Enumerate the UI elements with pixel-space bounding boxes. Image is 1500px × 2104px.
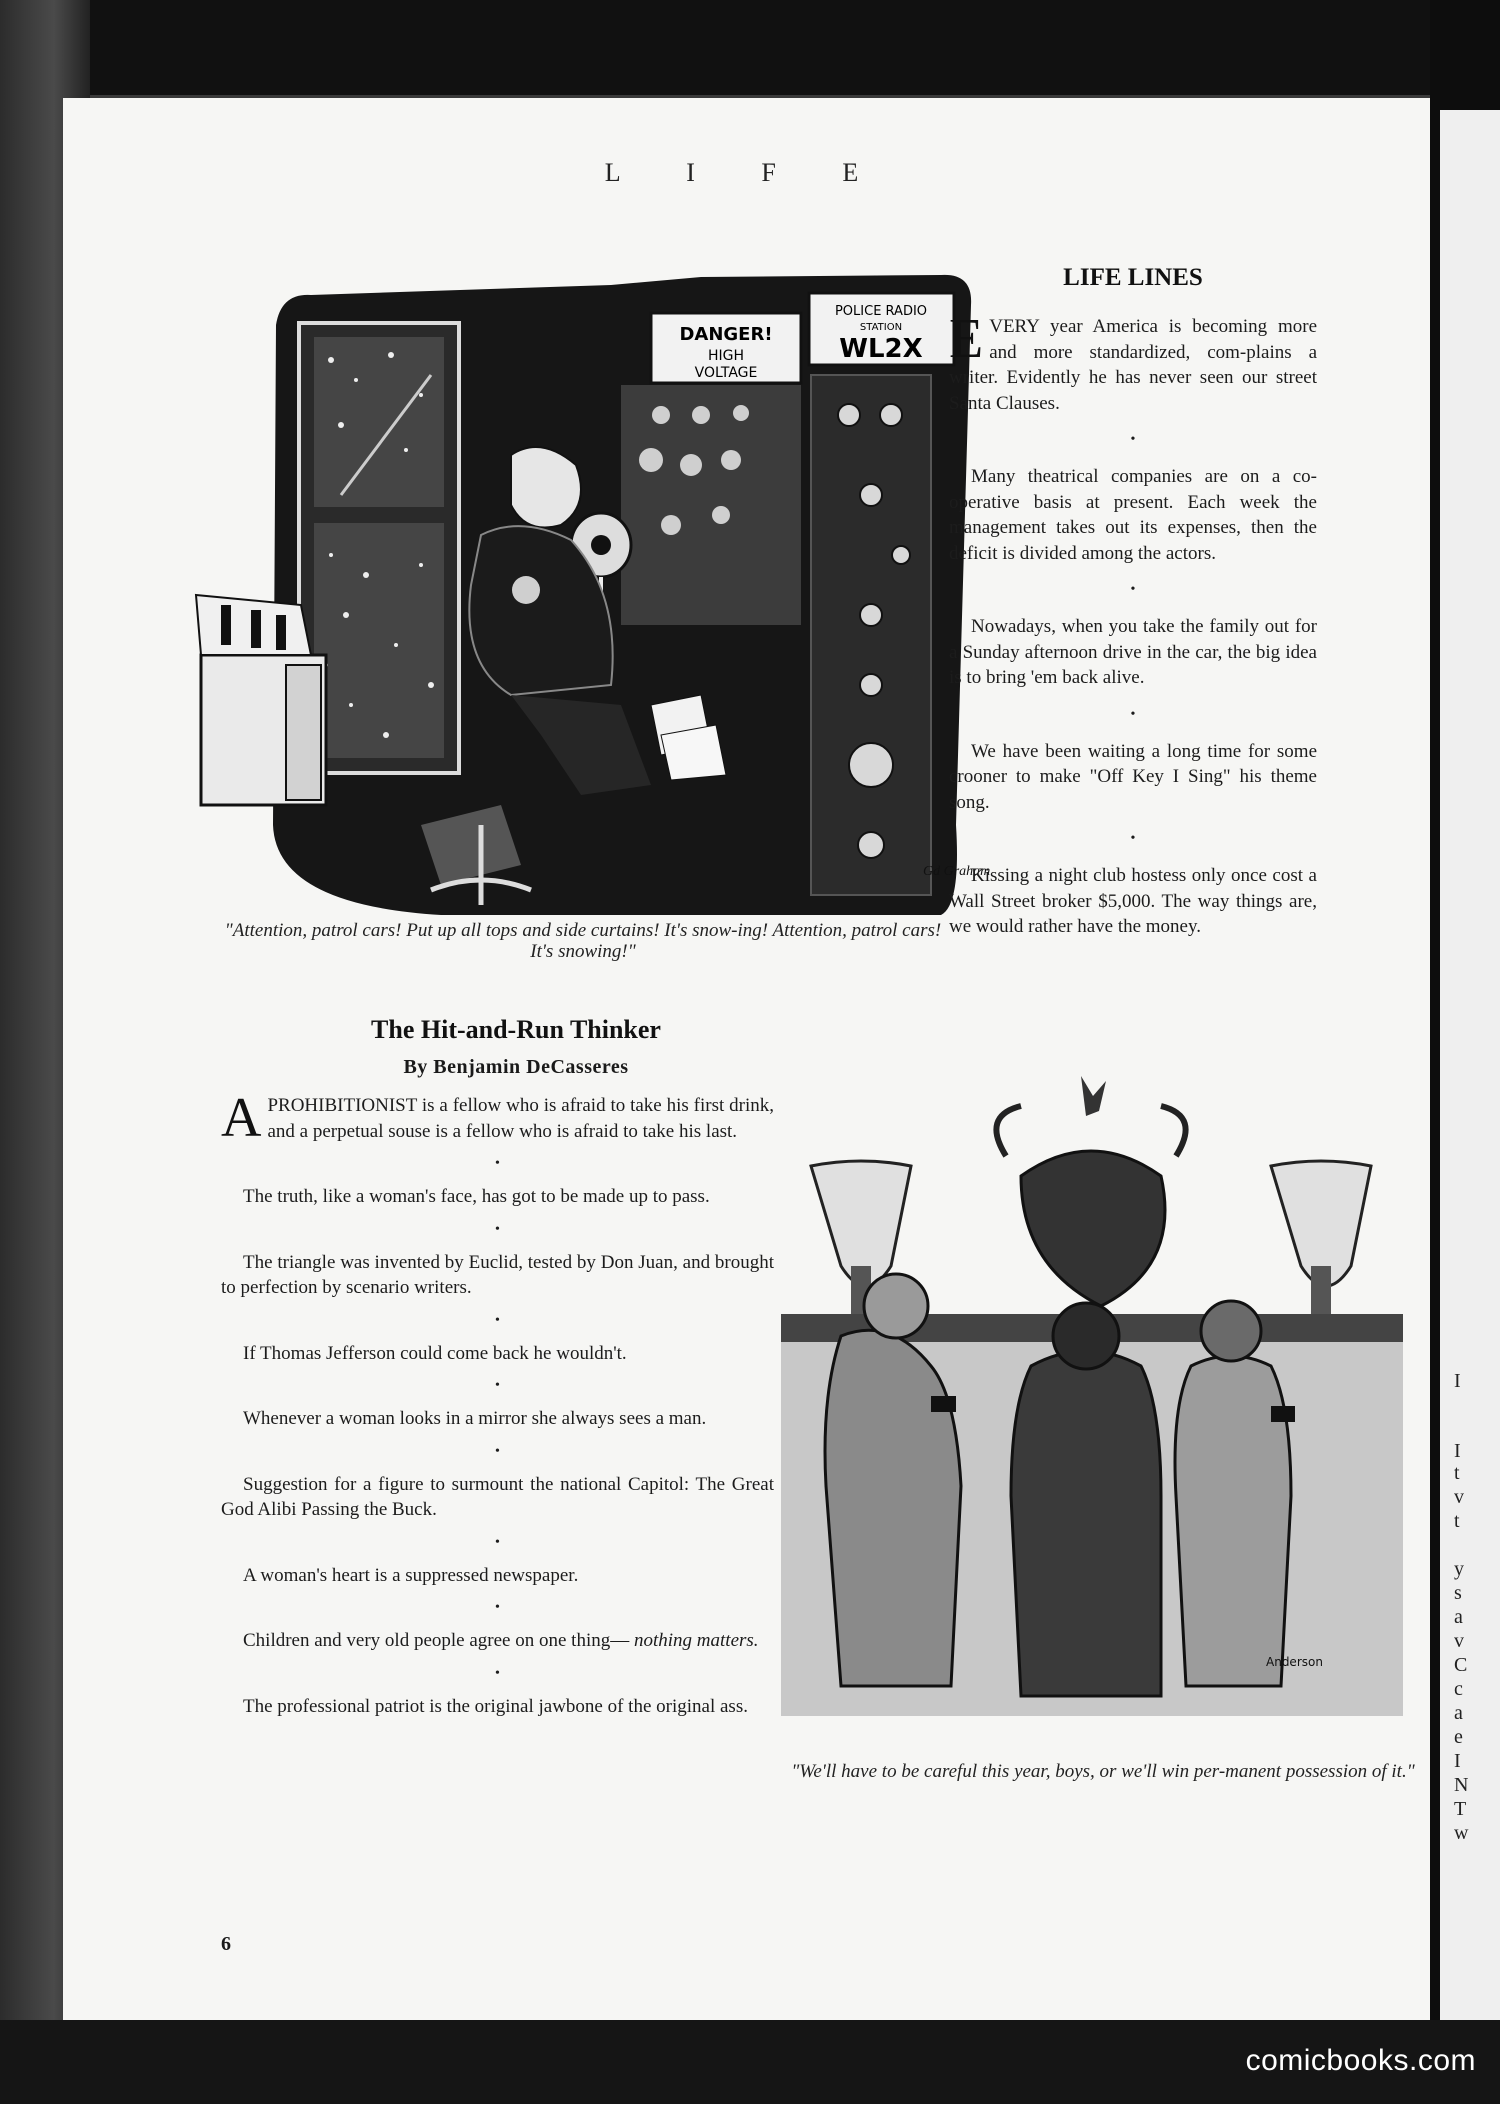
separator-bullet: • <box>495 1534 500 1550</box>
separator-bullet: • <box>495 1156 500 1171</box>
drop-cap: A <box>221 1087 262 1149</box>
facing-page-fragment: I <box>1454 1370 1461 1392</box>
facing-page-fragment: v <box>1454 1630 1464 1652</box>
facing-page-fragment: C <box>1454 1654 1468 1676</box>
artist-signature: Gd Graham <box>923 864 991 879</box>
facing-page-fragment: a <box>1454 1606 1463 1628</box>
police-radio-cartoon <box>181 265 991 925</box>
thinker-column <box>221 1087 774 1719</box>
thinker-item: Children and very old people agree on one thing— nothing matters. <box>243 1630 759 1651</box>
separator-bullet: • <box>495 1312 500 1328</box>
thinker-heading: The Hit-and-Run Thinker <box>371 1015 661 1044</box>
trophy-cartoon-caption: "We'll have to be careful this year, boys, or we'll win per-manent possession of it." <box>791 1761 1415 1782</box>
life-line-item: Many theatrical companies are on a co-operative basis at present. Each week the management takes out its expenses, then the deficit is divided among the actors. <box>949 466 1317 564</box>
facing-page-fragment: I <box>1454 1440 1461 1462</box>
facing-page-fragment: y <box>1454 1558 1464 1580</box>
separator-bullet: • <box>495 1221 500 1237</box>
facing-page-fragment: s <box>1454 1582 1462 1604</box>
facing-page-fragment: w <box>1454 1822 1469 1844</box>
facing-page-fragment: c <box>1454 1678 1463 1700</box>
thinker-item: If Thomas Jefferson could come back he wouldn't. <box>243 1342 627 1364</box>
separator-bullet: • <box>1130 432 1136 447</box>
separator-bullet: • <box>495 1665 500 1681</box>
facing-page-fragment: a <box>1454 1702 1463 1724</box>
life-line-item: We have been waiting a long time for some crooner to make "Off Key I Sing" his theme song. <box>949 740 1317 813</box>
thinker-item: A woman's heart is a suppressed newspaper. <box>243 1564 579 1586</box>
danger-sign-text: VOLTAGE <box>694 365 758 381</box>
byline: By Benjamin DeCasseres <box>403 1056 629 1078</box>
separator-bullet: • <box>1130 706 1136 722</box>
page-number: 6 <box>221 1933 231 1955</box>
danger-sign-text: DANGER! <box>679 324 773 345</box>
separator-bullet: • <box>1130 831 1136 846</box>
life-line-item: Kissing a night club hostess only once cost a Wall Street broker $5,000. The way things are, we would rather have the money. <box>949 865 1317 937</box>
station-sign-text: POLICE RADIO <box>834 304 928 319</box>
site-watermark: comicbooks.com <box>1245 2044 1476 2077</box>
police-radio-drawing <box>181 265 991 925</box>
facing-page-fragment: v <box>1454 1486 1464 1508</box>
scan-border-top <box>0 0 1500 95</box>
separator-bullet: • <box>495 1600 500 1615</box>
facing-page-edge <box>1440 110 1500 2020</box>
artist-signature: Anderson <box>1266 1655 1323 1669</box>
magazine-page <box>63 98 1430 2020</box>
thinker-item: Whenever a woman looks in a mirror she always sees a man. <box>243 1408 707 1429</box>
separator-bullet: • <box>495 1443 500 1459</box>
station-sign-text: WL2X <box>839 334 923 364</box>
thinker-item: The truth, like a woman's face, has got to be made up to pass. <box>243 1186 710 1207</box>
life-line-item: Nowadays, when you take the family out for a Sunday afternoon drive in the car, the big idea is to bring 'em back alive. <box>949 616 1317 688</box>
thinker-item: The professional patriot is the original jawbone of the original ass. <box>243 1695 748 1717</box>
facing-page-fragment: N <box>1454 1774 1469 1796</box>
facing-page-fragment: T <box>1454 1798 1467 1820</box>
facing-page-fragment: e <box>1454 1726 1463 1748</box>
thinker-item: The triangle was invented by Euclid, tested by Don Juan, and brought to perfection by scenario writers. <box>221 1251 774 1298</box>
life-line-item: EVERY year America is becoming more and more standardized, com-plains a writer. Evidently he has never seen our street Santa Clauses. <box>949 308 1317 414</box>
facing-page-fragment: t <box>1454 1510 1460 1532</box>
magazine-header: L I F E <box>604 158 889 187</box>
trophy-cartoon <box>781 1066 1403 1743</box>
separator-bullet: • <box>495 1378 500 1393</box>
life-lines-heading: LIFE LINES <box>1063 264 1203 291</box>
drop-cap: E <box>949 308 984 370</box>
thinker-item: APROHIBITIONIST is a fellow who is afraid to take his first drink, and a perpetual souse is a fellow who is afraid to take his last. <box>221 1087 774 1149</box>
station-sign-text: STATION <box>859 322 903 333</box>
thinker-item: Suggestion for a figure to surmount the national Capitol: The Great God Alibi Passing the Buck. <box>221 1473 774 1520</box>
facing-page-fragment: I <box>1454 1750 1461 1772</box>
life-lines-column <box>949 308 1317 940</box>
separator-bullet: • <box>1130 582 1136 597</box>
danger-sign-text: HIGH <box>707 348 745 364</box>
facing-page-fragment: t <box>1454 1462 1460 1484</box>
trophy-drawing <box>781 1066 1403 1743</box>
radio-cartoon-caption: "Attention, patrol cars! Put up all tops and side curtains! It's snow-ing! Attention, patrol cars! It's snowing!" <box>224 920 942 962</box>
